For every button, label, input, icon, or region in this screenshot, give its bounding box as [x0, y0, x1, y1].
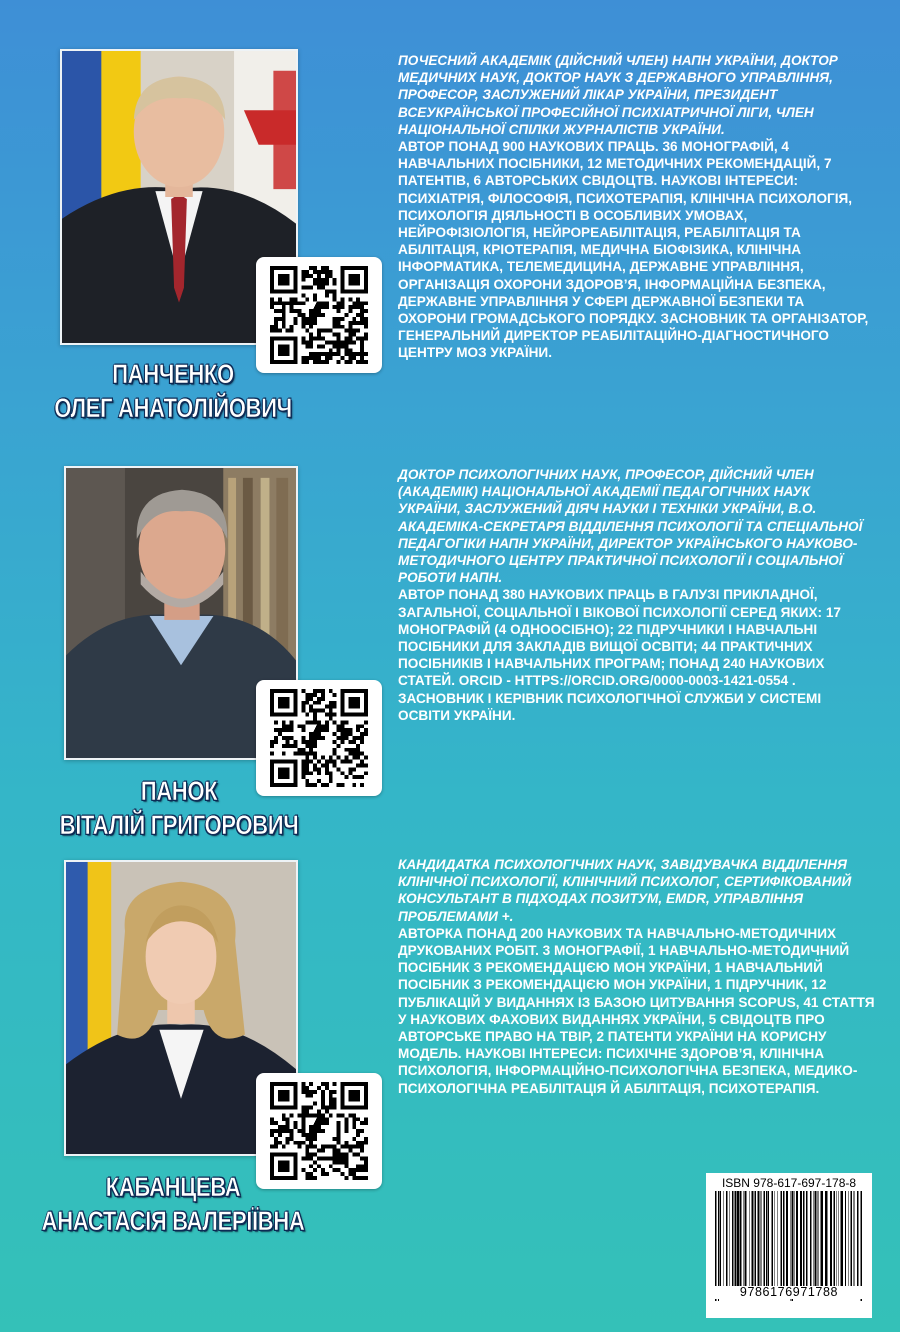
author-name-panok	[36, 774, 323, 842]
qr-code-panchenko[interactable]	[256, 257, 382, 373]
barcode-digits: 9786176971788	[712, 1286, 866, 1299]
author-given-names: ОЛЕГ АНАТОЛІЙОВИЧ	[54, 393, 292, 423]
author-name-kabantseva	[31, 1170, 315, 1238]
author-given-names: ВІТАЛІЙ ГРИГОРОВИЧ	[59, 810, 299, 840]
qr-code-icon	[270, 1082, 368, 1180]
author-name-panchenko	[31, 357, 315, 425]
bio-titles: ДОКТОР ПСИХОЛОГІЧНИХ НАУК, ПРОФЕСОР, ДІЙСНИЙ ЧЛЕН (АКАДЕМІК) НАЦІОНАЛЬНОЇ АКАДЕМІЇ ПЕДАГОГІЧНИХ НАУК УКРАЇНИ, ЗАСЛУЖЕНИЙ ДІЯЧ НАУКИ І ТЕХНІКИ УКРАЇНИ, В.О. АКАДЕМІКА-СЕКРЕТАРЯ ВІДДІЛЕННЯ ПСИХОЛОГІЇ ТА СПЕЦІАЛЬНОЇ ПЕДАГОГІКИ НАПН УКРАЇНИ, ДИРЕКТОР УКРАЇНСЬКОГО НАУКОВО-МЕТОДИЧНОГО ЦЕНТРУ ПРАКТИЧНОЇ ПСИХОЛОГІЇ І СОЦІАЛЬНОЇ РОБОТИ НАПН.	[398, 467, 863, 586]
bio-titles: КАНДИДАТКА ПСИХОЛОГІЧНИХ НАУК, ЗАВІДУВАЧКА ВІДДІЛЕННЯ КЛІНІЧНОЇ ПСИХОЛОГІЇ, КЛІНІЧНИЙ ПСИХОЛОГ, СЕРТИФІКОВАНИЙ КОНСУЛЬТАНТ В ПІДХОДАХ ПОЗИТУМ, EMDR, УПРАВЛІННЯ ПРОБЛЕМАМИ +.	[398, 857, 852, 924]
bio-details: АВТОРКА ПОНАД 200 НАУКОВИХ ТА НАВЧАЛЬНО-МЕТОДИЧНИХ ДРУКОВАНИХ РОБІТ. 3 МОНОГРАФІЇ, 1 НАВЧАЛЬНО-МЕТОДИЧНИЙ ПОСІБНИК З РЕКОМЕНДАЦІЄЮ МОН УКРАЇНИ, 1 НАВЧАЛЬНИЙ ПОСІБНИК З РЕКОМЕНДАЦІЄЮ МОН УКРАЇНИ, 1 ПІДРУЧНИК, 12 ПУБЛІКАЦІЙ У ВИДАННЯХ ІЗ БАЗОЮ ЦИТУВАННЯ SCOPUS, 41 СТАТТЯ У НАУКОВИХ ФАХОВИХ ВИДАННЯХ УКРАЇНИ, 5 СВІДОЦТВ ПРО АВТОРСЬКЕ ПРАВО НА ТВІР, 2 ПАТЕНТИ УКРАЇНИ НА КОРИСНУ МОДЕЛЬ. НАУКОВІ ІНТЕРЕСИ: ПСИХІЧНЕ ЗДОРОВ’Я, КЛІНІЧНА ПСИХОЛОГІЯ, ІНФОРМАЦІЙНО-ПСИХОЛОГІЧНА БЕЗПЕКА, МЕДИКО-ПСИХОЛОГІЧНА РЕАБІЛІТАЦІЯ Й АБІЛІТАЦІЯ, ПСИХОТЕРАПІЯ.	[398, 925, 875, 1096]
bio-details: АВТОР ПОНАД 900 НАУКОВИХ ПРАЦЬ. 36 МОНОГРАФІЙ, 4 НАВЧАЛЬНИХ ПОСІБНИКИ, 12 МЕТОДИЧНИХ РЕКОМЕНДАЦІЙ, 7 ПАТЕНТІВ, 6 АВТОРСЬКИХ СВІДОЦТВ. НАУКОВІ ІНТЕРЕСИ: ПСИХІАТРІЯ, ФІЛОСОФІЯ, ПСИХОТЕРАПІЯ, КЛІНІЧНА ПСИХОЛОГІЯ, ПСИХОЛОГІЯ ДІЯЛЬНОСТІ В ОСОБЛИВИХ УМОВАХ, НЕЙРОФІЗІОЛОГІЯ, НЕЙРОРЕАБІЛІТАЦІЯ, РЕАБІЛІТАЦІЯ ТА АБІЛІТАЦІЯ, КРІОТЕРАПІЯ, МЕДИЧНА БІОФІЗИКА, КЛІНІЧНА ІНФОРМАТИКА, ТЕЛЕМЕДИЦИНА, ДЕРЖАВНЕ УПРАВЛІННЯ, ОРГАНІЗАЦІЯ ОХОРОНИ ЗДОРОВ’Я, ІНФОРМАЦІЙНА БЕЗПЕКА, ДЕРЖАВНЕ УПРАВЛІННЯ У СФЕРІ ДЕРЖАВНОЇ БЕЗПЕКИ ТА ОХОРОНИ ГРОМАДСЬКОГО ПОРЯДКУ. ЗАСНОВНИК ТА ОРГАНІЗАТОР, ГЕНЕРАЛЬНИЙ ДИРЕКТОР РЕАБІЛІТАЦІЙНО-ДІАГНОСТИЧНОГО ЦЕНТРУ МОЗ УКРАЇНИ.	[398, 139, 869, 361]
author-surname: КАБАНЦЕВА	[105, 1172, 241, 1202]
author-bio-kabantseva	[398, 856, 876, 1097]
author-given-names: АНАСТАСІЯ ВАЛЕРІЇВНА	[41, 1206, 305, 1236]
author-surname: ПАНОК	[140, 776, 218, 806]
bio-details: АВТОР ПОНАД 380 НАУКОВИХ ПРАЦЬ В ГАЛУЗІ ПРИКЛАДНОЇ, ЗАГАЛЬНОЇ, СОЦІАЛЬНОЇ І ВІКОВОЇ ПСИХОЛОГІЇ СЕРЕД ЯКИХ: 17 МОНОГРАФІЙ (4 ОДНООСІБНО); 22 ПІДРУЧНИКИ І НАВЧАЛЬНІ ПОСІБНИКИ ДЛЯ ЗАКЛАДІВ ВИЩОЇ ОСВІТИ; 44 ПРАКТИЧНИХ ПОСІБНИКІВ І НАВЧАЛЬНИХ ПРОГРАМ; ПОНАД 240 НАУКОВИХ СТАТЕЙ. ORCID - HTTPS://ORCID.ORG/0000-0003-1421-0554 . ЗАСНОВНИК І КЕРІВНИК ПСИХОЛОГІЧНОЇ СЛУЖБИ У СИСТЕМІ ОСВІТИ УКРАЇНИ.	[398, 587, 841, 723]
bio-titles: ПОЧЕСНИЙ АКАДЕМІК (ДІЙСНИЙ ЧЛЕН) НАПН УКРАЇНИ, ДОКТОР МЕДИЧНИХ НАУК, ДОКТОР НАУК З ДЕРЖАВНОГО УПРАВЛІННЯ, ПРОФЕСОР, ЗАСЛУЖЕНИЙ ЛІКАР УКРАЇНИ, ПРЕЗИДЕНТ ВСЕУКРАЇНСЬКОЇ ПРОФЕСІЙНОЇ ПСИХІАТРИЧНОЇ ЛІГИ, ЧЛЕН НАЦІОНАЛЬНОЇ СПІЛКИ ЖУРНАЛІСТІВ УКРАЇНИ.	[398, 53, 838, 137]
author-surname: ПАНЧЕНКО	[112, 359, 234, 389]
qr-code-icon	[270, 689, 368, 787]
isbn-barcode	[706, 1173, 872, 1318]
isbn-label: ISBN 978-617-697-178-8	[721, 1176, 857, 1190]
author-bio-panchenko	[398, 52, 876, 362]
qr-code-icon	[270, 266, 368, 364]
author-bio-panok	[398, 466, 876, 724]
